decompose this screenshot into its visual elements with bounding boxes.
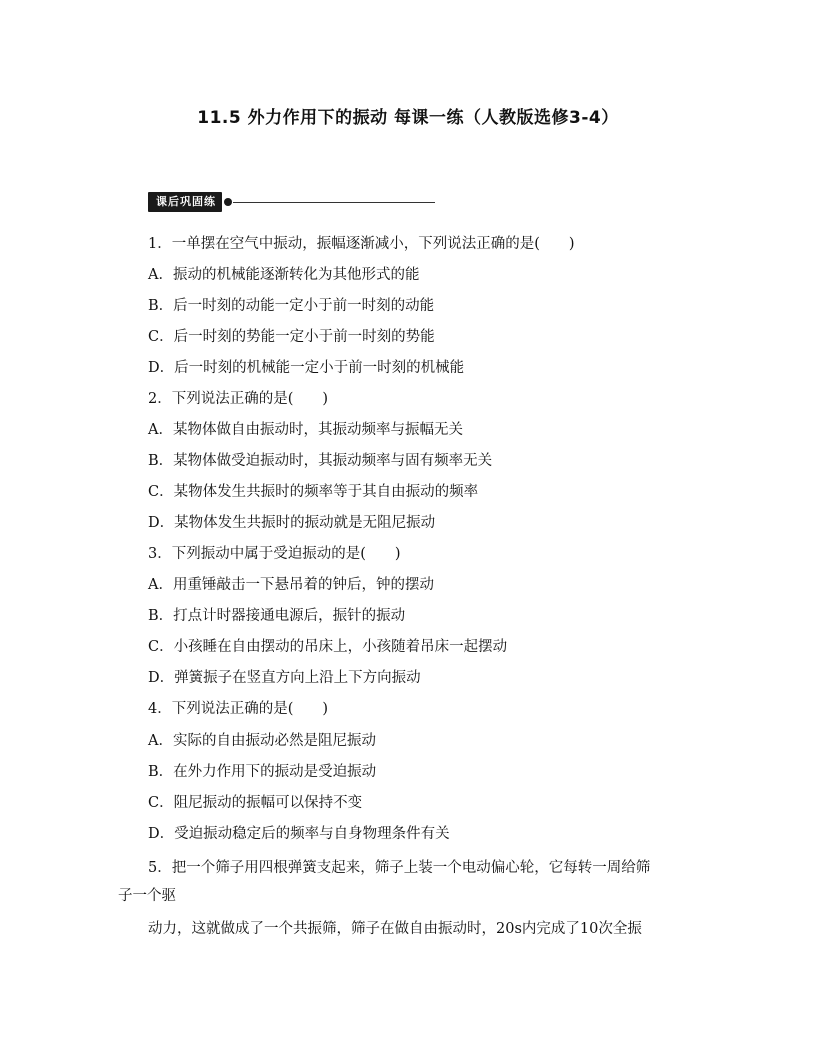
page-title: 11.5 外力作用下的振动 每课一练（人教版选修3-4） bbox=[197, 108, 619, 128]
question-1: 1．一单摆在空气中振动，振幅逐渐减小，下列说法正确的是( ) bbox=[148, 236, 575, 252]
section-header bbox=[148, 192, 435, 212]
option-1a: A．振动的机械能逐渐转化为其他形式的能 bbox=[148, 267, 420, 283]
question-2: 2．下列说法正确的是( ) bbox=[148, 391, 329, 407]
option-3a: A．用重锤敲击一下悬吊着的钟后，钟的摆动 bbox=[148, 577, 434, 593]
option-4b: B．在外力作用下的振动是受迫振动 bbox=[148, 764, 377, 780]
option-1b: B．后一时刻的动能一定小于前一时刻的动能 bbox=[148, 298, 435, 314]
section-divider bbox=[233, 202, 435, 203]
section-label: 课后巩固练 bbox=[148, 192, 222, 212]
question-4: 4．下列说法正确的是( ) bbox=[148, 701, 329, 717]
question-3: 3．下列振动中属于受迫振动的是( ) bbox=[148, 546, 401, 562]
option-3c: C．小孩睡在自由摆动的吊床上，小孩随着吊床一起摆动 bbox=[148, 639, 508, 655]
option-1d: D．后一时刻的机械能一定小于前一时刻的机械能 bbox=[148, 360, 465, 376]
bullet-dot-icon bbox=[224, 198, 232, 206]
option-4c: C．阻尼振动的振幅可以保持不变 bbox=[148, 795, 363, 811]
question-5-line-2: 子一个驱 bbox=[118, 888, 176, 904]
option-3b: B．打点计时器接通电源后，振针的振动 bbox=[148, 608, 406, 624]
option-2a: A．某物体做自由振动时，其振动频率与振幅无关 bbox=[148, 422, 463, 438]
question-5-line-1: 5．把一个筛子用四根弹簧支起来，筛子上装一个电动偏心轮，它每转一周给筛 bbox=[148, 860, 651, 876]
option-1c: C．后一时刻的势能一定小于前一时刻的势能 bbox=[148, 329, 435, 345]
option-2c: C．某物体发生共振时的频率等于其自由振动的频率 bbox=[148, 484, 479, 500]
option-4a: A．实际的自由振动必然是阻尼振动 bbox=[148, 733, 376, 749]
option-2b: B．某物体做受迫振动时，其振动频率与固有频率无关 bbox=[148, 453, 493, 469]
question-5-line-3: 动力，这就做成了一个共振筛，筛子在做自由振动时，20s内完成了10次全振 bbox=[148, 921, 642, 937]
option-4d: D．受迫振动稳定后的频率与自身物理条件有关 bbox=[148, 826, 450, 842]
option-3d: D．弹簧振子在竖直方向上沿上下方向振动 bbox=[148, 670, 421, 686]
option-2d: D．某物体发生共振时的振动就是无阻尼振动 bbox=[148, 515, 436, 531]
